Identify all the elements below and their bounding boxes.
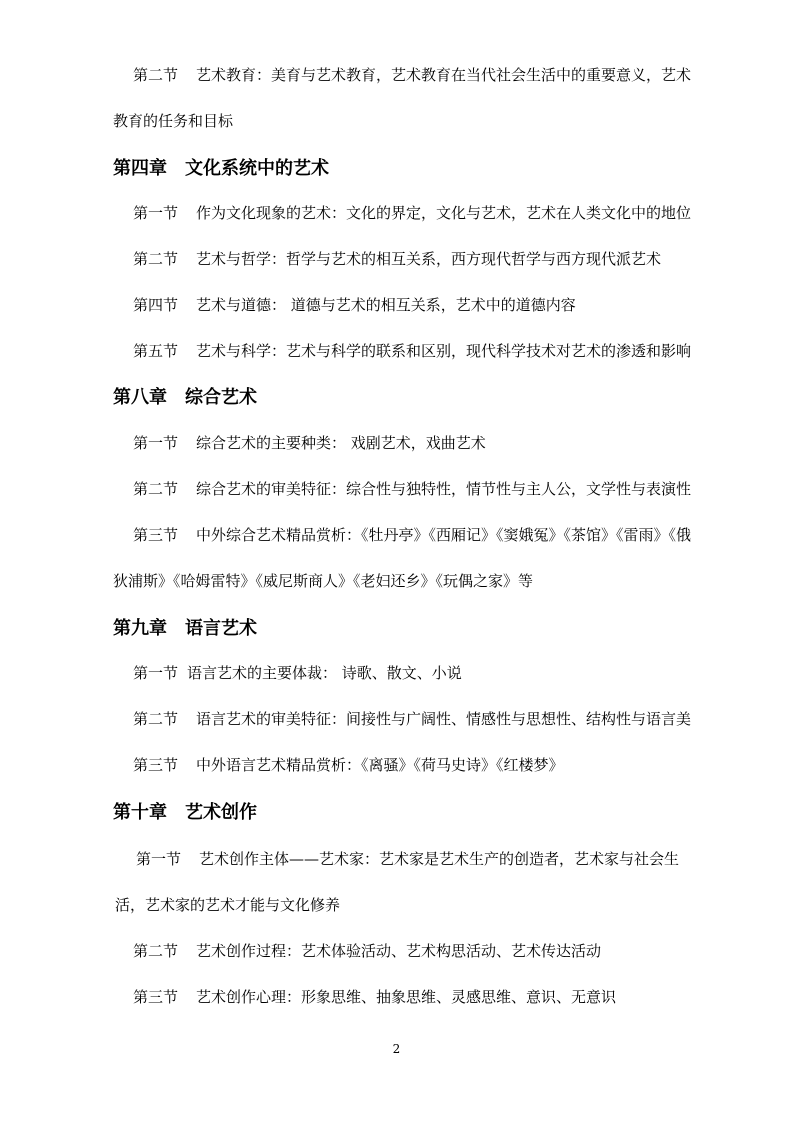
chapter-label: 第十章 bbox=[113, 802, 167, 823]
section-label: 第一节 bbox=[133, 664, 179, 682]
section-text: 综合艺术的审美特征：综合性与独特性，情节性与主人公，文学性与表演性 bbox=[196, 480, 692, 498]
section-line bbox=[133, 203, 743, 223]
section-line bbox=[133, 941, 743, 961]
section-line bbox=[133, 987, 743, 1007]
section-line bbox=[133, 433, 743, 453]
section-text: 狄浦斯》《哈姆雷特》《威尼斯商人》《老妇还乡》《玩偶之家》等 bbox=[113, 572, 534, 590]
chapter-label: 第四章 bbox=[113, 158, 167, 179]
chapter-label: 第八章 bbox=[113, 387, 167, 408]
section-text: 艺术与道德： 道德与艺术的相互关系，艺术中的道德内容 bbox=[196, 296, 576, 314]
section-label: 第五节 bbox=[133, 342, 179, 360]
section-text: 艺术创作主体——艺术家：艺术家是艺术生产的创造者，艺术家与社会生 bbox=[199, 850, 680, 868]
section-text: 中外语言艺术精品赏析：《离骚》《荷马史诗》《红楼梦》 bbox=[196, 756, 564, 774]
section-label: 第一节 bbox=[136, 850, 182, 868]
section-label: 第三节 bbox=[133, 526, 179, 544]
section-label: 第一节 bbox=[133, 204, 179, 222]
chapter-heading bbox=[113, 801, 257, 825]
section-label: 第二节 bbox=[133, 480, 179, 498]
section-text: 艺术创作过程：艺术体验活动、艺术构思活动、艺术传达活动 bbox=[196, 942, 602, 960]
section-text: 艺术与科学：艺术与科学的联系和区别，现代科学技术对艺术的渗透和影响 bbox=[196, 342, 692, 360]
section-line bbox=[133, 525, 743, 545]
section-label: 第二节 bbox=[133, 942, 179, 960]
section-line bbox=[133, 249, 743, 269]
section-text: 活，艺术家的艺术才能与文化修养 bbox=[115, 896, 341, 914]
section-text: 艺术与哲学：哲学与艺术的相互关系，西方现代哲学与西方现代派艺术 bbox=[196, 250, 662, 268]
chapter-title: 文化系统中的艺术 bbox=[185, 158, 329, 179]
section-continuation bbox=[115, 895, 725, 915]
chapter-heading bbox=[113, 386, 257, 410]
section-text: 综合艺术的主要种类： 戏剧艺术，戏曲艺术 bbox=[196, 434, 486, 452]
chapter-title: 综合艺术 bbox=[185, 387, 257, 408]
chapter-label: 第九章 bbox=[113, 618, 167, 639]
chapter-title: 艺术创作 bbox=[185, 802, 257, 823]
page-number: 2 bbox=[392, 1042, 401, 1056]
section-line bbox=[136, 849, 746, 869]
section-label: 第四节 bbox=[133, 296, 179, 314]
section-continuation bbox=[113, 571, 723, 591]
section-continuation bbox=[113, 111, 723, 131]
section-line bbox=[133, 479, 743, 499]
section-label: 第三节 bbox=[133, 756, 179, 774]
chapter-heading bbox=[113, 617, 257, 641]
section-text: 语言艺术的主要体裁： 诗歌、散文、小说 bbox=[187, 664, 462, 682]
chapter-title: 语言艺术 bbox=[185, 618, 257, 639]
chapter-heading bbox=[113, 157, 329, 181]
section-line bbox=[133, 709, 743, 729]
section-label: 第二节 bbox=[133, 66, 179, 84]
section-label: 第一节 bbox=[133, 434, 179, 452]
section-line bbox=[133, 755, 743, 775]
section-text: 艺术创作心理：形象思维、抽象思维、灵感思维、意识、无意识 bbox=[196, 988, 617, 1006]
section-line bbox=[133, 663, 743, 683]
section-label: 第二节 bbox=[133, 250, 179, 268]
section-line bbox=[133, 295, 743, 315]
section-text: 语言艺术的审美特征：间接性与广阔性、情感性与思想性、结构性与语言美 bbox=[196, 710, 692, 728]
section-line bbox=[133, 65, 743, 85]
section-text: 作为文化现象的艺术：文化的界定，文化与艺术，艺术在人类文化中的地位 bbox=[196, 204, 692, 222]
section-text: 中外综合艺术精品赏析：《牡丹亭》《西厢记》《窦娥冤》《茶馆》《雷雨》《俄 bbox=[196, 526, 692, 544]
section-label: 第二节 bbox=[133, 710, 179, 728]
section-text: 艺术教育：美育与艺术教育，艺术教育在当代社会生活中的重要意义，艺术 bbox=[196, 66, 692, 84]
section-label: 第三节 bbox=[133, 988, 179, 1006]
section-text: 教育的任务和目标 bbox=[113, 112, 234, 130]
section-line bbox=[133, 341, 743, 361]
